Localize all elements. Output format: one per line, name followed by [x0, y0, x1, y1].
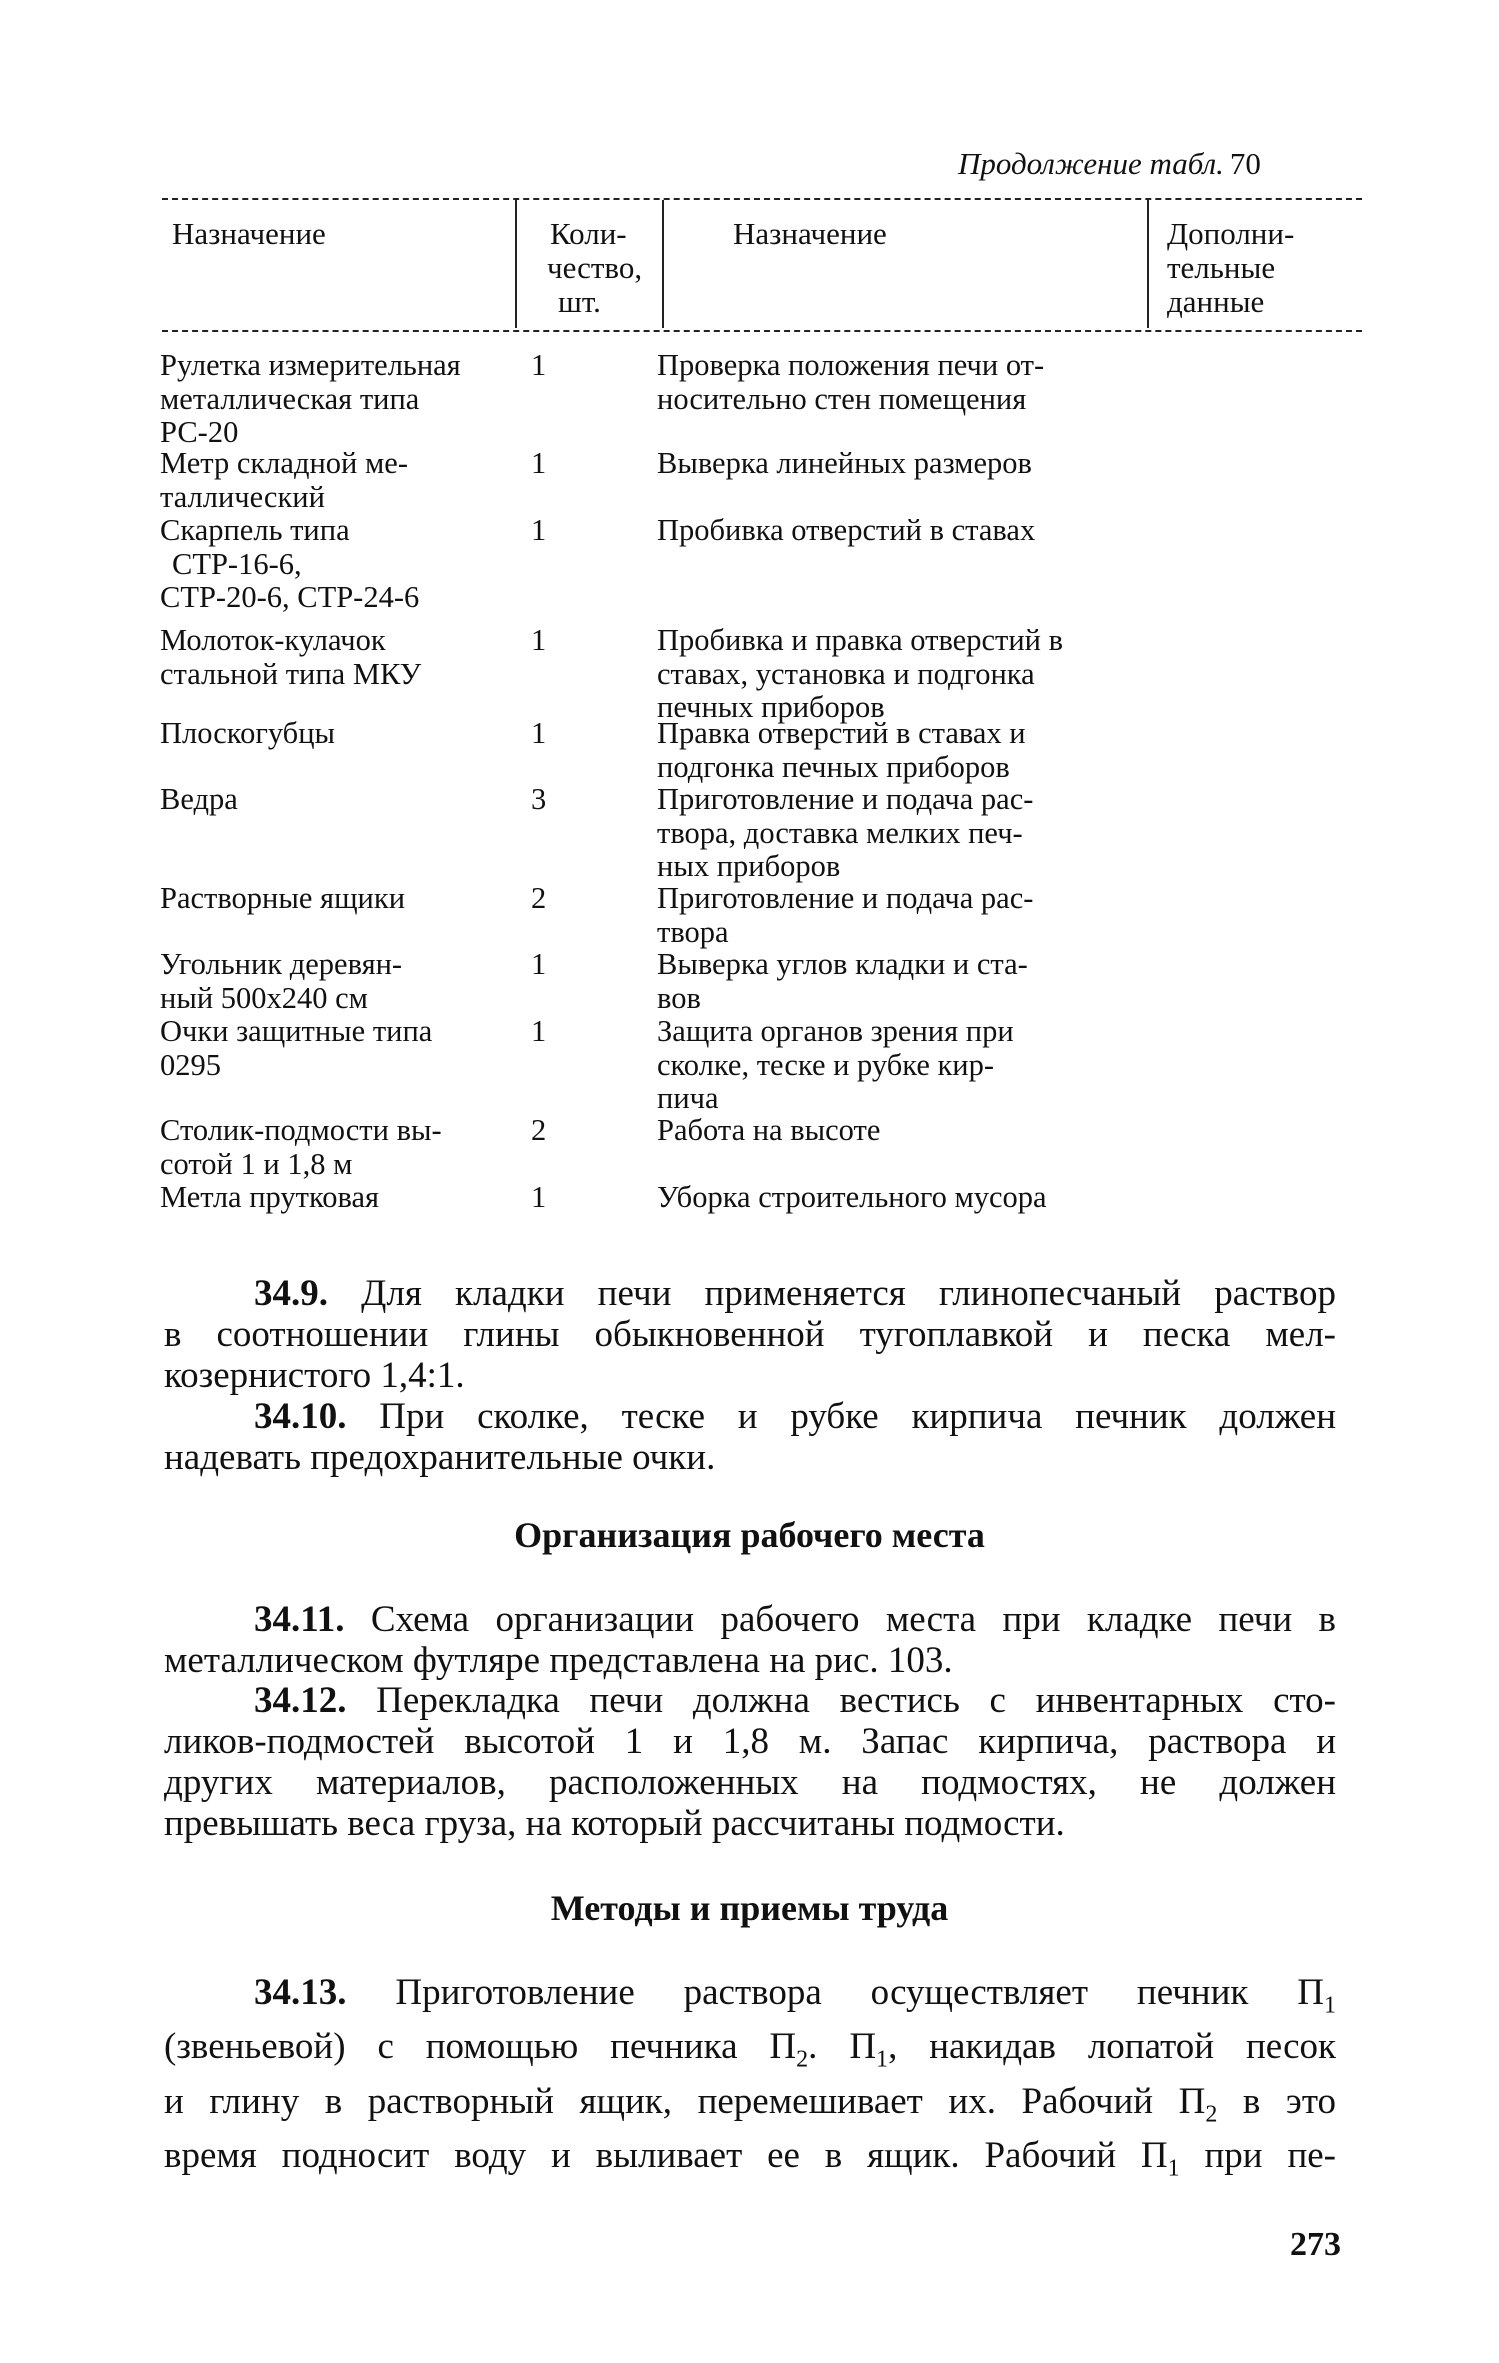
table-caption — [958, 146, 1261, 182]
row-qty: 1 — [531, 446, 547, 480]
row-name — [160, 948, 402, 1015]
row-purpose — [657, 717, 1026, 784]
header-extra-line: Дополни- — [1167, 216, 1295, 251]
row-purpose-line: Работа на высоте — [657, 1113, 881, 1147]
paragraph-text: . П — [808, 2026, 877, 2068]
row-name-line: Очки защитные типа — [160, 1014, 433, 1048]
row-purpose-line: Правка отверстий в ставах и — [657, 716, 1026, 750]
row-name — [160, 882, 405, 916]
row-purpose-line: Выверка углов кладки и ста- — [657, 947, 1028, 981]
row-purpose-line: Пробивка отверстий в ставах — [657, 513, 1036, 547]
row-purpose-line: печных приборов — [657, 690, 885, 724]
paragraph-34-10 — [164, 1396, 1336, 1478]
paragraph-line: металлическом футляре представлена на рис. 103. — [164, 1640, 953, 1681]
row-name-line: Скарпель типа — [160, 513, 350, 547]
paragraph-number: 34.12. — [254, 1680, 347, 1721]
table-caption-text: Продолжение табл. — [958, 146, 1224, 181]
row-name-line: Растворные ящики — [160, 881, 406, 915]
row-purpose — [657, 624, 1063, 725]
row-name — [160, 1015, 432, 1082]
section-heading-workplace: Организация рабочего места — [514, 1515, 985, 1555]
row-purpose — [657, 1015, 1014, 1116]
table-col-divider-1 — [515, 200, 517, 328]
row-qty: 1 — [531, 513, 547, 547]
row-qty: 2 — [531, 1113, 547, 1147]
row-name — [160, 349, 461, 450]
row-purpose-line: Уборка строительного мусора — [657, 1180, 1047, 1214]
subscript: 2 — [1205, 2101, 1218, 2128]
table-header-rule — [162, 330, 1362, 332]
row-purpose — [657, 1114, 880, 1148]
header-purpose-2: Назначение — [733, 216, 887, 251]
row-name-line: сотой 1 и 1,8 м — [160, 1146, 353, 1181]
row-purpose — [657, 514, 1035, 548]
row-name-line: Плоскогубцы — [160, 716, 336, 750]
header-extra-line: тельные — [1167, 250, 1276, 285]
row-qty: 1 — [531, 1180, 547, 1214]
row-purpose-line: носительно стен помещения — [657, 381, 1027, 416]
paragraph-line: При сколке, теске и рубке кирпича печник должен — [379, 1396, 1337, 1437]
paragraph-number: 34.9. — [254, 1273, 328, 1314]
paragraph-text: и глину в растворный ящик, перемешивает их. Рабочий П — [164, 2080, 1206, 2122]
row-purpose — [657, 783, 1033, 884]
row-purpose-line: Выверка линейных размеров — [657, 446, 1032, 480]
row-name — [160, 514, 419, 615]
row-name-line: Ведра — [160, 782, 238, 816]
page-number: 273 — [1290, 2226, 1341, 2263]
paragraph-text: время подносит воду и выливает ее в ящик. Рабочий П — [164, 2135, 1168, 2177]
table-caption-number: 70 — [1229, 146, 1261, 181]
paragraph-line: ликов-подмостей высотой 1 и 1,8 м. Запас кирпича, раствора и — [164, 1721, 1336, 1762]
row-purpose-line: подгонка печных приборов — [657, 749, 1010, 784]
subscript: 2 — [796, 2046, 809, 2073]
paragraph-line: Для кладки печи применяется глинопесчаный раствор — [361, 1273, 1336, 1314]
row-name-line: Угольник деревян- — [160, 947, 403, 981]
row-purpose — [657, 882, 1033, 949]
row-qty: 1 — [531, 623, 547, 657]
paragraph-line: превышать веса груза, на который рассчитаны подмости. — [164, 1803, 1065, 1844]
row-purpose-line: Пробивка и правка отверстий в — [657, 623, 1063, 657]
row-name — [160, 447, 408, 514]
paragraph-number: 34.13. — [254, 1972, 347, 2013]
header-purpose-1: Назначение — [172, 216, 326, 251]
row-purpose-line: Приготовление и подача рас- — [657, 782, 1034, 816]
paragraph-line: козернистого 1,4:1. — [164, 1355, 465, 1396]
paragraph-text: Приготовление раствора осуществляет печник П — [395, 1972, 1324, 2013]
row-purpose — [657, 948, 1028, 1015]
row-name — [160, 783, 238, 817]
subscript: 1 — [1167, 2155, 1180, 2182]
paragraph-34-13 — [164, 1972, 1336, 2190]
row-purpose-line: твора, доставка мелких печ- — [657, 815, 1023, 850]
row-name-line: Метла прутковая — [160, 1180, 380, 1214]
paragraph-34-12 — [164, 1680, 1336, 1844]
paragraph-text: , накидав лопатой песок — [888, 2026, 1336, 2068]
row-qty: 1 — [531, 716, 547, 750]
row-qty: 1 — [531, 947, 547, 981]
row-name-line: металлическая типа — [160, 381, 420, 416]
paragraph-number: 34.11. — [254, 1599, 345, 1640]
subscript: 1 — [1323, 1992, 1337, 2019]
row-name-line: стальной типа МКУ — [160, 656, 422, 691]
paragraph-line: других материалов, расположенных на подмостях, не должен — [164, 1762, 1336, 1803]
row-purpose — [657, 349, 1044, 416]
row-purpose-line: сколке, теске и рубке кир- — [657, 1047, 995, 1082]
row-purpose-line: Приготовление и подача рас- — [657, 881, 1034, 915]
row-purpose — [657, 447, 1032, 481]
row-qty: 1 — [531, 1014, 547, 1048]
row-name — [160, 624, 421, 691]
row-name-line: СТР-20-6, СТР-24-6 — [160, 580, 420, 614]
header-quantity-line: шт. — [558, 284, 601, 319]
paragraph-line: надевать предохранительные очки. — [164, 1437, 716, 1478]
paragraph-34-11 — [164, 1599, 1336, 1681]
row-name-line: СТР-16-6, — [172, 546, 302, 581]
paragraph-line: Схема организации рабочего места при кладке печи в — [370, 1599, 1336, 1640]
paragraph-34-9 — [164, 1273, 1336, 1396]
row-purpose-line: Защита органов зрения при — [657, 1014, 1014, 1048]
row-qty: 3 — [531, 782, 547, 816]
paragraph-line: Перекладка печи должна вестись с инвентарных сто- — [376, 1680, 1336, 1721]
row-purpose-line: ных приборов — [657, 849, 841, 883]
row-name — [160, 717, 335, 751]
row-qty: 1 — [531, 348, 547, 382]
row-name-line: Рулетка измерительная — [160, 348, 461, 382]
row-name-line: Молоток-кулачок — [160, 623, 386, 657]
row-purpose-line: вов — [657, 980, 701, 1015]
row-name-line: Столик-подмости вы- — [160, 1113, 442, 1147]
paragraph-text: при пе- — [1179, 2135, 1336, 2177]
header-quantity-line: чество, — [547, 250, 643, 285]
row-name-line: ный 500х240 см — [160, 980, 368, 1015]
row-name-line: РС-20 — [160, 415, 239, 449]
header-quantity-line: Коли- — [550, 216, 627, 251]
header-extra-data — [1167, 217, 1294, 319]
row-name-line: Метр складной ме- — [160, 446, 408, 480]
row-name — [160, 1114, 442, 1181]
row-purpose — [657, 1181, 1047, 1215]
row-purpose-line: твора — [657, 914, 729, 949]
header-quantity — [547, 216, 643, 319]
paragraph-line: в соотношении глины обыкновенной тугоплавкой и песка мел- — [164, 1314, 1336, 1355]
section-heading-methods: Методы и приемы труда — [550, 1888, 949, 1928]
header-extra-line: данные — [1167, 284, 1265, 319]
row-name-line: 0295 — [160, 1047, 221, 1082]
paragraph-text: (звеньевой) с помощью печника П — [164, 2026, 797, 2068]
row-name — [160, 1181, 379, 1215]
paragraph-number: 34.10. — [254, 1396, 347, 1437]
subscript: 1 — [876, 2046, 889, 2073]
row-purpose-line: Проверка положения печи от- — [657, 348, 1045, 382]
row-name-line: таллический — [160, 479, 325, 514]
table-top-rule — [162, 198, 1362, 200]
row-purpose-line: пича — [657, 1081, 719, 1115]
table-col-divider-2 — [662, 200, 664, 328]
table-col-divider-3 — [1147, 200, 1149, 328]
paragraph-text: в это — [1217, 2080, 1336, 2122]
row-qty: 2 — [531, 881, 547, 915]
row-purpose-line: ставах, установка и подгонка — [657, 656, 1035, 691]
